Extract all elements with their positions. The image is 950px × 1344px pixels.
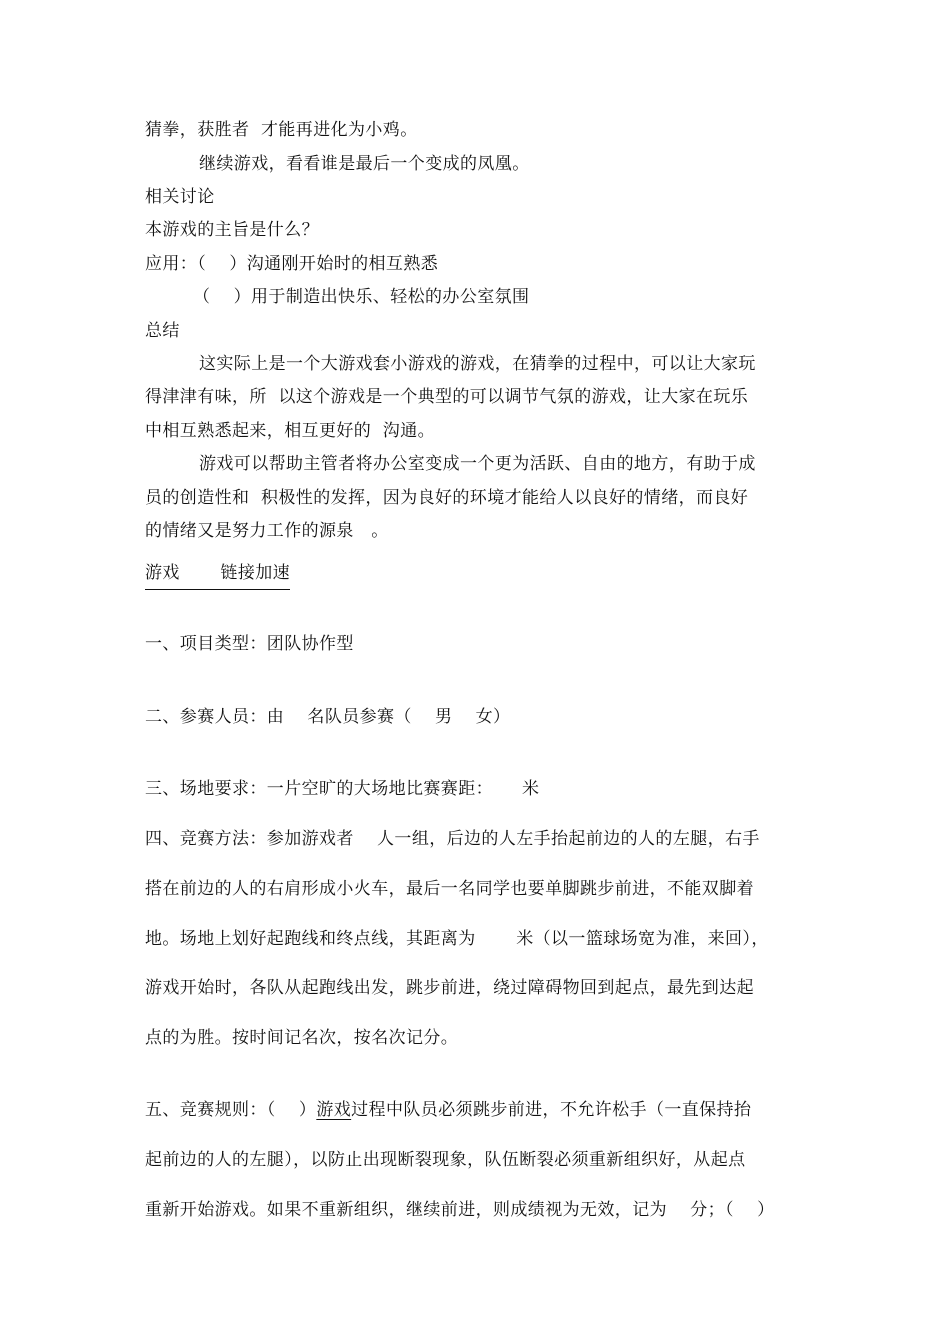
text-line: 三、场地要求：一片空旷的大场地比赛赛距： 米 bbox=[145, 779, 540, 799]
text-line: 中相互熟悉起来，相互更好的 沟通。 bbox=[145, 421, 436, 441]
text-line: 得津津有味，所 以这个游戏是一个典型的可以调节气氛的游戏，让大家在玩乐 bbox=[145, 387, 749, 407]
text-line: 搭在前边的人的右肩形成小火车，最后一名同学也要单脚跳步前进，不能双脚着 bbox=[145, 879, 754, 899]
text-line: 本游戏的主旨是什么？ bbox=[145, 220, 319, 240]
text-line: 二、参赛人员：由 名队员参赛（ 男 女） bbox=[145, 707, 511, 727]
text-run: 五、竞赛规则：（ ） bbox=[145, 1100, 317, 1120]
underlined-text: 游戏 bbox=[316, 1100, 352, 1120]
text-line: 点的为胜。按时间记名次，按名次记分。 bbox=[145, 1028, 459, 1048]
text-line: 猜拳，获胜者 才能再进化为小鸡。 bbox=[145, 120, 418, 140]
text-line: 员的创造性和 积极性的发挥，因为良好的环境才能给人以良好的情绪，而良好 bbox=[145, 488, 749, 508]
text-line: 地。场地上划好起跑线和终点线，其距离为 米（以一篮球场宽为准，来回）， bbox=[145, 929, 769, 949]
text-line: （ ）用于制造出快乐、轻松的办公室氛围 bbox=[193, 287, 530, 307]
text-line: 继续游戏，看看谁是最后一个变成的凤凰。 bbox=[199, 154, 530, 174]
text-line: 四、竞赛方法：参加游戏者 人一组，后边的人左手抬起前边的人的左腿，右手 bbox=[145, 829, 760, 849]
text-line: 这实际上是一个大游戏套小游戏的游戏，在猜拳的过程中，可以让大家玩 bbox=[199, 354, 756, 374]
text-line: 重新开始游戏。如果不重新组织，继续前进，则成绩视为无效，记为 分；（ ） bbox=[145, 1200, 775, 1220]
game-title-heading: 游戏 链接加速 bbox=[145, 562, 290, 590]
text-line: 游戏开始时，各队从起跑线出发，跳步前进，绕过障碍物回到起点，最先到达起 bbox=[145, 978, 754, 998]
text-line: 起前边的人的左腿），以防止出现断裂现象，队伍断裂必须重新组织好，从起点 bbox=[145, 1150, 746, 1170]
text-line: 一、项目类型：团队协作型 bbox=[145, 634, 354, 654]
section-heading-summary: 总结 bbox=[145, 321, 180, 341]
text-line: 游戏可以帮助主管者将办公室变成一个更为活跃、自由的地方，有助于成 bbox=[199, 454, 756, 474]
text-line-rules bbox=[145, 1099, 751, 1121]
text-line: 应用：（ ）沟通刚开始时的相互熟悉 bbox=[145, 254, 439, 274]
text-line: 的情绪又是努力工作的源泉 。 bbox=[145, 521, 389, 541]
section-heading-discussion: 相关讨论 bbox=[145, 187, 215, 207]
text-run: 过程中队员必须跳步前进，不允许松手（一直保持抬 bbox=[351, 1100, 752, 1120]
